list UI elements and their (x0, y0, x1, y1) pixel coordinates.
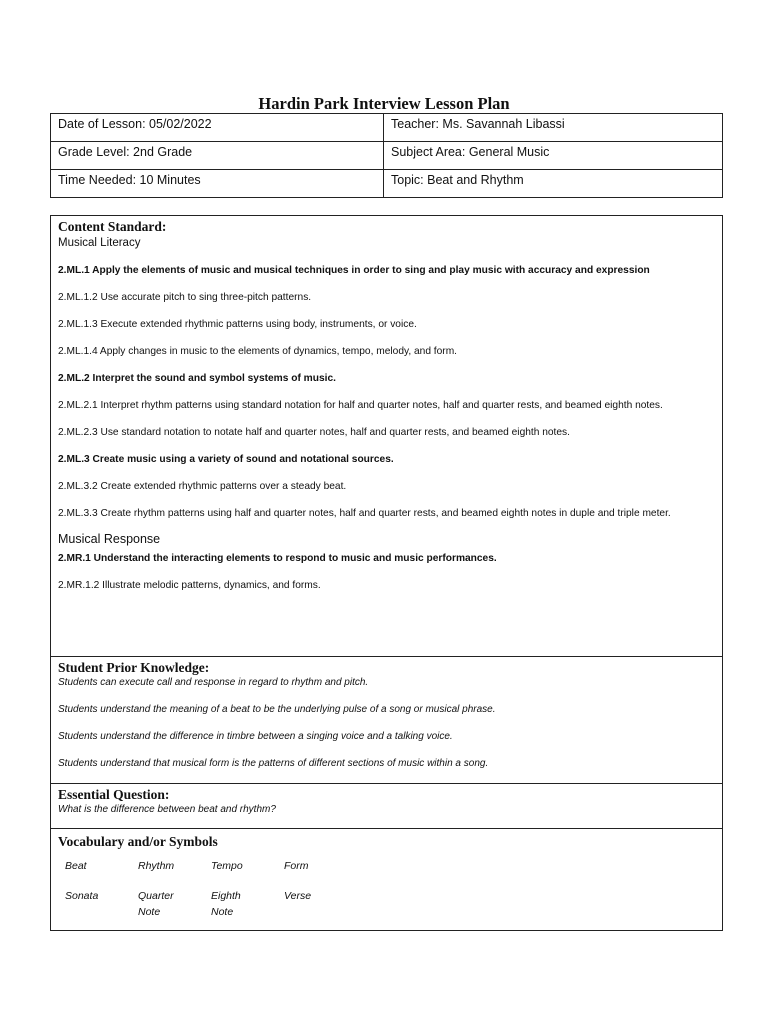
standard-heading: 2.ML.2 Interpret the sound and symbol systems of music. (58, 373, 336, 384)
prior-knowledge-item: Students can execute call and response in regard to rhythm and pitch. (58, 677, 369, 688)
content-standard-section (51, 216, 722, 657)
prior-knowledge-item: Students understand the meaning of a beat to be the underlying pulse of a song or musical phrase. (58, 704, 496, 715)
content-standard-title: Content Standard: (58, 219, 167, 234)
standard-heading: 2.ML.3 Create music using a variety of sound and notational sources. (58, 454, 394, 465)
essential-question-section (51, 784, 722, 829)
time-needed: Time Needed: 10 Minutes (51, 170, 384, 198)
vocabulary-word: Form (284, 860, 309, 872)
vocabulary-word: Beat (65, 860, 87, 872)
standard-item: 2.ML.1.3 Execute extended rhythmic patterns using body, instruments, or voice. (58, 319, 417, 330)
standard-heading: 2.MR.1 Understand the interacting elements to respond to music and music performances. (58, 553, 497, 564)
date-of-lesson: Date of Lesson: 05/02/2022 (51, 114, 384, 142)
vocabulary-word: Tempo (211, 860, 243, 872)
vocabulary-word: Rhythm (138, 860, 175, 872)
essential-question-text: What is the difference between beat and rhythm? (58, 804, 276, 815)
vocabulary-grid (65, 858, 715, 920)
musical-response-label: Musical Response (58, 532, 161, 546)
prior-knowledge-item: Students understand that musical form is the patterns of different sections of music within a song. (58, 758, 489, 769)
standard-heading: 2.ML.1 Apply the elements of music and musical techniques in order to sing and play music with accuracy and expression (58, 265, 650, 276)
lesson-header-table (50, 113, 723, 198)
standard-item: 2.ML.3.3 Create rhythm patterns using half and quarter notes, half and quarter rests, and beamed eighth notes in duple and triple meter. (58, 508, 671, 519)
content-standard-list (58, 262, 715, 522)
vocabulary-word: Verse (284, 890, 312, 902)
prior-knowledge-item: Students understand the difference in timbre between a singing voice and a talking voice. (58, 731, 453, 742)
standard-item: 2.ML.1.4 Apply changes in music to the elements of dynamics, tempo, melody, and form. (58, 346, 458, 357)
vocabulary-section (51, 829, 722, 930)
essential-question-title: Essential Question: (58, 787, 170, 802)
standard-item: 2.ML.1.2 Use accurate pitch to sing three-pitch patterns. (58, 292, 312, 303)
standard-item: 2.ML.2.3 Use standard notation to notate half and quarter notes, half and quarter rests, and beamed eighth notes. (58, 427, 570, 438)
lesson-body (50, 215, 723, 931)
prior-knowledge-section (51, 657, 722, 784)
musical-literacy-label: Musical Literacy (58, 237, 141, 249)
standard-item: 2.MR.1.2 Illustrate melodic patterns, dynamics, and forms. (58, 580, 321, 591)
document-title: Hardin Park Interview Lesson Plan (258, 94, 510, 113)
teacher: Teacher: Ms. Savannah Libassi (384, 114, 723, 142)
vocabulary-word: Eighth Note (211, 890, 241, 918)
topic: Topic: Beat and Rhythm (384, 170, 723, 198)
vocabulary-word: Sonata (65, 890, 99, 902)
prior-knowledge-list (58, 676, 715, 771)
vocabulary-title: Vocabulary and/or Symbols (58, 834, 218, 849)
standard-item: 2.ML.3.2 Create extended rhythmic patterns over a steady beat. (58, 481, 347, 492)
standard-item: 2.ML.2.1 Interpret rhythm patterns using standard notation for half and quarter notes, half and quarter rests, and beamed eighth notes. (58, 400, 663, 411)
musical-response-list (58, 550, 715, 594)
subject-area: Subject Area: General Music (384, 142, 723, 170)
prior-knowledge-title: Student Prior Knowledge: (58, 660, 210, 675)
vocabulary-word: Quarter Note (138, 890, 174, 918)
grade-level: Grade Level: 2nd Grade (51, 142, 384, 170)
